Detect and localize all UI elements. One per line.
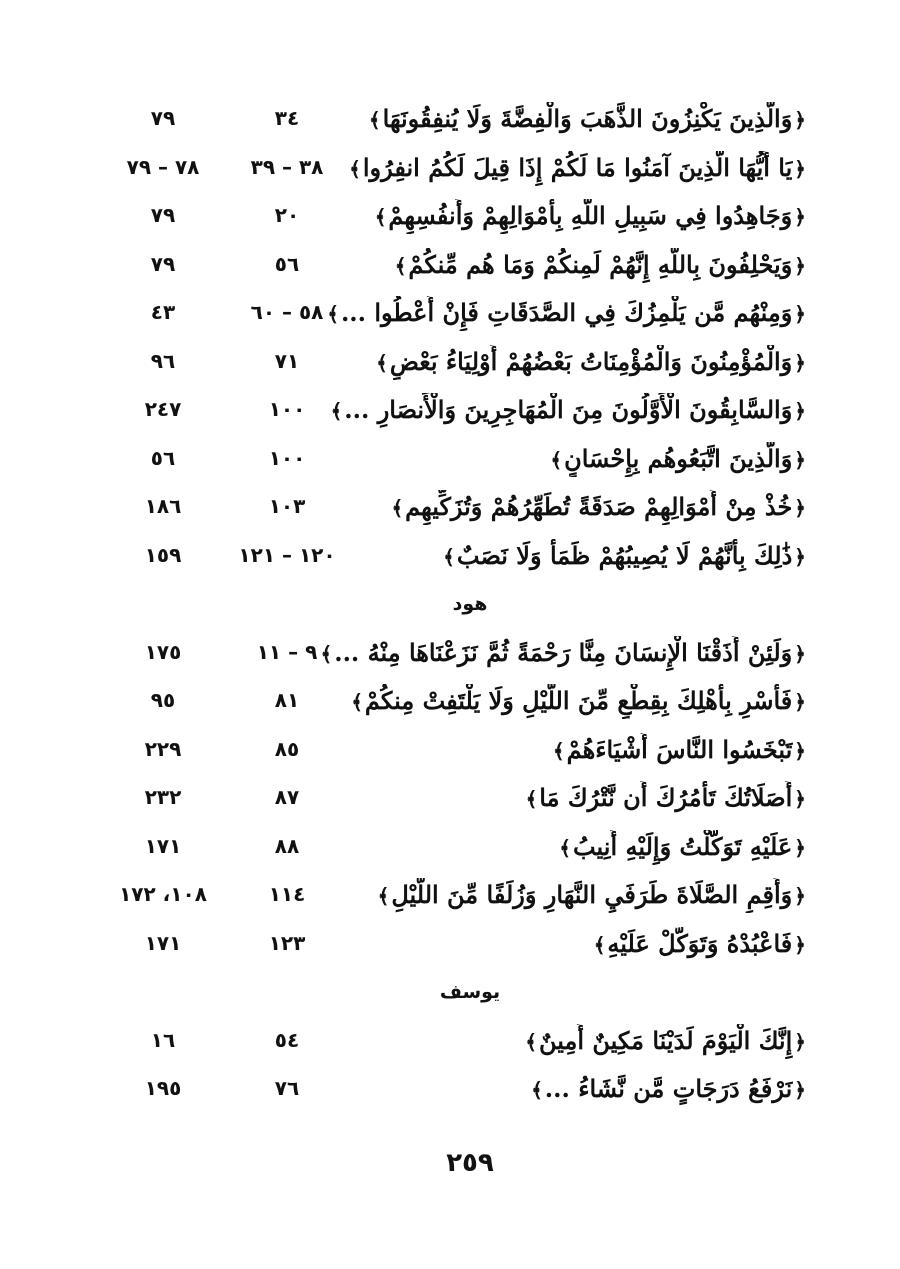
sura-heading-row: [0, 583, 900, 632]
verse-text-cell: [523, 1024, 808, 1059]
verse-close-ornament: ﴾: [559, 835, 571, 860]
verse-close-ornament: ﴾: [351, 690, 363, 714]
verse-text: تَبْخَسُوا النَّاسَ أَشْيَاءَهُمْ: [566, 734, 793, 764]
verse-open-ornament: ﴿: [794, 302, 806, 326]
verse-text-cell: [393, 248, 808, 283]
verse-text: نَرْفَعُ دَرَجَاتٍ مَّن نَّشَاءُ ...: [544, 1074, 793, 1103]
index-row: [0, 292, 900, 341]
page-reference: ١٧٥: [144, 639, 182, 664]
verse-text: فَأَسْرِ بِأَهْلِكَ بِقِطْعٍ مِّنَ اللَّيْلِ وَلَا يَلْتَفِتْ مِنكُمْ: [364, 686, 793, 715]
ayah-number: ١٢٣: [268, 930, 306, 955]
index-row: [0, 438, 900, 487]
index-row: [0, 1020, 900, 1069]
index-row: [0, 874, 900, 923]
verse-close-ornament: ﴾: [593, 932, 606, 957]
verse-close-ornament: ﴾: [525, 787, 538, 811]
verse-text-cell: [349, 684, 808, 719]
sura-title: هود: [452, 593, 488, 615]
index-row: [0, 244, 900, 293]
verse-text: ذَٰلِكَ بِأَنَّهُمْ لَا يُصِيبُهُمْ ظَمَأٌ وَلَا نَصَبٌ: [456, 540, 793, 570]
verse-open-ornament: ﴿: [794, 641, 806, 666]
ayah-number: ٨٧: [274, 785, 300, 809]
verse-text-cell: [325, 296, 808, 331]
page-reference: ٧٨ – ٧٩: [126, 154, 200, 179]
ayah-number: ٣٨ – ٣٩: [250, 154, 324, 179]
verse-text-cell: [557, 830, 808, 865]
verse-open-ornament: ﴿: [794, 447, 806, 472]
verse-open-ornament: ﴿: [794, 690, 806, 714]
page-reference: ١٩٥: [144, 1076, 182, 1100]
verse-text-cell: [529, 1072, 808, 1107]
verse-close-ornament: ﴾: [525, 1029, 537, 1054]
page-reference: ٧٩: [150, 251, 176, 276]
page-reference: ٧٩: [150, 106, 176, 130]
ayah-number: ٩ – ١١: [256, 639, 318, 664]
verse-text: وَأَقِمِ الصَّلَاةَ طَرَفَيِ النَّهَارِ وَزُلَفًا مِّنَ اللَّيْلِ: [391, 880, 793, 909]
page-reference: ١٧١: [144, 833, 182, 858]
verse-text: يَا أَيُّهَا الَّذِينَ آمَنُوا مَا لَكُمْ إِذَا قِيلَ لَكُمُ انفِرُوا: [362, 152, 793, 182]
verse-close-ornament: ﴾: [377, 884, 390, 908]
verse-close-ornament: ﴾: [531, 1078, 543, 1102]
verse-open-ornament: ﴿: [794, 738, 806, 763]
index-row: [0, 680, 900, 729]
page-reference: ٧٩: [150, 203, 176, 227]
verse-text: أَصَلَاتُكَ تَأْمُرُكَ أَن نَّتْرُكَ مَا: [539, 783, 793, 812]
verse-close-ornament: ﴾: [374, 205, 387, 229]
page-reference: ٢٢٩: [144, 736, 182, 761]
ayah-number: ١١٤: [268, 882, 306, 906]
verse-text: وَمِنْهُم مَّن يَلْمِزُكَ فِي الصَّدَقَاتِ فَإِنْ أُعْطُوا ...: [340, 298, 793, 327]
verse-open-ornament: ﴿: [794, 1078, 806, 1102]
verse-open-ornament: ﴿: [794, 1029, 806, 1054]
page-reference: ١٦: [150, 1027, 176, 1052]
verse-text: وَالْمُؤْمِنُونَ وَالْمُؤْمِنَاتُ بَعْضُهُمْ أَوْلِيَاءُ بَعْضٍ: [389, 346, 793, 376]
ayah-number: ١٠٣: [268, 494, 306, 518]
verse-open-ornament: ﴿: [794, 544, 806, 569]
verse-open-ornament: ﴿: [794, 787, 806, 811]
ayah-number: ٨١: [274, 688, 300, 712]
verse-text: عَلَيْهِ تَوَكَّلْتُ وَإِلَيْهِ أُنِيبُ: [572, 831, 793, 861]
index-row: [0, 632, 900, 681]
verse-text-cell: [374, 345, 808, 380]
ayah-number: ٥٨ – ٦٠: [250, 300, 324, 324]
verse-close-ornament: ﴾: [330, 399, 343, 423]
sura-title: يوسف: [439, 981, 501, 1003]
page-reference: ١٠٨، ١٧٢: [119, 882, 207, 906]
verse-text-cell: [524, 781, 808, 816]
sura-heading-row: [0, 971, 900, 1020]
verse-open-ornament: ﴿: [794, 496, 806, 520]
verse-close-ornament: ﴾: [327, 302, 339, 326]
verse-close-ornament: ﴾: [552, 738, 565, 763]
verse-open-ornament: ﴿: [794, 253, 806, 278]
verse-open-ornament: ﴿: [794, 350, 806, 375]
verse-close-ornament: ﴾: [550, 447, 563, 472]
ayah-number: ١٠٠: [268, 445, 306, 470]
verse-text-cell: [548, 442, 808, 477]
ayah-number: ٥٦: [274, 251, 300, 276]
ayah-number: ٥٤: [274, 1027, 300, 1052]
verse-text-cell: [319, 636, 809, 671]
verse-text-cell: [347, 151, 808, 186]
index-row: [0, 729, 900, 778]
verse-open-ornament: ﴿: [794, 399, 806, 423]
verse-text: وَالَّذِينَ اتَّبَعُوهُم بِإِحْسَانٍ: [564, 443, 793, 473]
verse-text-cell: [367, 102, 808, 137]
ayah-number: ٧١: [274, 348, 300, 373]
verse-text-cell: [329, 393, 808, 428]
index-row: [0, 195, 900, 244]
verse-close-ornament: ﴾: [394, 253, 407, 278]
verse-close-ornament: ﴾: [368, 108, 381, 132]
verse-text-cell: [376, 878, 808, 913]
index-row: [0, 1068, 900, 1117]
verse-close-ornament: ﴾: [320, 641, 333, 666]
page-number: ٢٥٩: [446, 1148, 494, 1178]
page-reference: ٩٦: [150, 348, 176, 373]
index-row: [0, 389, 900, 438]
index-row: [0, 535, 900, 584]
verse-text: وَلَئِنْ أَذَقْنَا الْإِنسَانَ مِنَّا رَحْمَةً ثُمَّ نَزَعْنَاهَا مِنْهُ ...: [334, 637, 793, 667]
verse-text-cell: [389, 490, 808, 525]
verse-text-cell: [592, 927, 808, 962]
verse-open-ornament: ﴿: [794, 884, 806, 908]
verse-open-ornament: ﴿: [794, 108, 806, 132]
page-reference: ٩٥: [150, 688, 176, 712]
verse-text: وَالَّذِينَ يَكْنِزُونَ الذَّهَبَ وَالْفِضَّةَ وَلَا يُنفِقُونَهَا: [382, 104, 793, 133]
index-row: [0, 147, 900, 196]
page-reference: ٥٦: [150, 445, 176, 470]
ayah-number: ١٠٠: [268, 397, 306, 421]
index-row: [0, 341, 900, 390]
index-row: [0, 98, 900, 147]
verse-open-ornament: ﴿: [794, 156, 806, 181]
page-reference: ١٥٩: [144, 542, 182, 567]
ayah-number: ٣٤: [274, 106, 300, 130]
page-reference: ١٧١: [144, 930, 182, 955]
page-reference: ٢٣٢: [144, 785, 182, 809]
verse-text: فَاعْبُدْهُ وَتَوَكَّلْ عَلَيْهِ: [607, 928, 793, 958]
verse-text-cell: [441, 539, 808, 574]
index-row: [0, 826, 900, 875]
page-reference: ٤٣: [150, 300, 176, 324]
ayah-number: ٨٥: [274, 736, 300, 761]
page-reference: ١٨٦: [144, 494, 182, 518]
ayah-number: ٧٦: [274, 1076, 300, 1100]
ayah-number: ٢٠: [274, 203, 300, 227]
verse-text-cell: [373, 199, 808, 234]
verse-close-ornament: ﴾: [349, 156, 361, 181]
index-row: [0, 923, 900, 972]
verse-open-ornament: ﴿: [794, 835, 806, 860]
verse-index-table: [0, 98, 900, 1117]
index-row: [0, 486, 900, 535]
verse-close-ornament: ﴾: [376, 350, 388, 375]
ayah-number: ٨٨: [274, 833, 300, 858]
verse-text: وَجَاهِدُوا فِي سَبِيلِ اللَّهِ بِأَمْوَالِهِمْ وَأَنفُسِهِمْ: [388, 201, 793, 230]
verse-text-cell: [551, 733, 808, 768]
verse-text: خُذْ مِنْ أَمْوَالِهِمْ صَدَقَةً تُطَهِّرُهُمْ وَتُزَكِّيهِم: [405, 492, 793, 521]
verse-open-ornament: ﴿: [794, 932, 806, 957]
verse-open-ornament: ﴿: [794, 205, 806, 229]
verse-text: وَالسَّابِقُونَ الْأَوَّلُونَ مِنَ الْمُهَاجِرِينَ وَالْأَنصَارِ ...: [344, 395, 793, 424]
ayah-number: ١٢٠ – ١٢١: [238, 542, 336, 567]
verse-text: إِنَّكَ الْيَوْمَ لَدَيْنَا مَكِينٌ أَمِينٌ: [539, 1025, 793, 1055]
verse-close-ornament: ﴾: [391, 496, 404, 520]
index-row: [0, 777, 900, 826]
page-reference: ٢٤٧: [144, 397, 182, 421]
verse-text: وَيَحْلِفُونَ بِاللَّهِ إِنَّهُمْ لَمِنكُمْ وَمَا هُم مِّنكُمْ: [408, 249, 793, 279]
verse-close-ornament: ﴾: [443, 544, 455, 569]
